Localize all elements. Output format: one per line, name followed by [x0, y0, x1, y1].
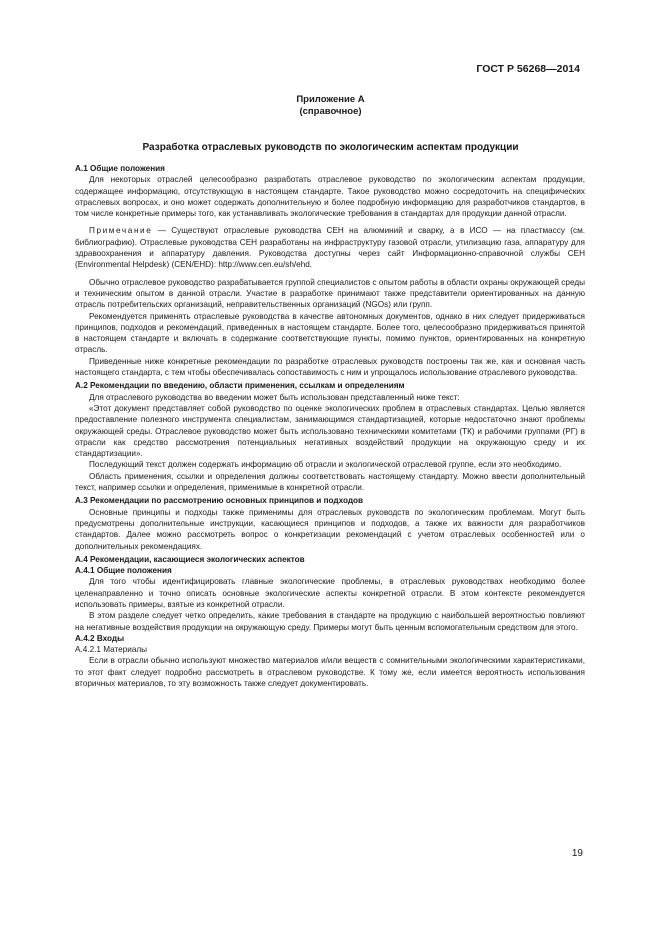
section-a2-heading: А.2 Рекомендации по введению, области применения, ссылкам и определениям: [75, 381, 405, 391]
section-a1-paragraph: Приведенные ниже конкретные рекомендации по разработке отраслевых руководств построены так же, как и основная часть настоящего стандарта, с тем чтобы обеспечивалась сопоставимость с ним и упрощалось использование отраслевого руководства.: [75, 356, 585, 378]
annex-type: (справочное): [299, 106, 362, 117]
section-a4-heading: А.4 Рекомендации, касающиеся экологических аспектов: [75, 554, 305, 564]
page-number: 19: [571, 848, 583, 859]
section-a41-heading: А.4.1 Общие положения: [75, 566, 172, 576]
standard-code: ГОСТ Р 56268—2014: [476, 63, 580, 75]
document-title: Разработка отраслевых руководств по экологическим аспектам продукции: [142, 142, 519, 153]
annex-title: Приложение А: [296, 94, 365, 105]
section-a1-paragraph: Для некоторых отраслей целесообразно разработать отраслевое руководство по экологическим аспектам продукции, содержащее информацию, отсутствующую в настоящем стандарте. Такое руководство можно сосредоточить на специфических отраслевых вопросах, и оно может содержать дополнительную и более подробную информацию для разработчиков стандартов, в том числе конкретные примеры того, как устанавливать экологические требования в стандартах для продукции данной отрасли.: [75, 175, 585, 219]
section-a42-heading: А.4.2 Входы: [75, 633, 125, 643]
section-a1-heading: А.1 Общие положения: [75, 164, 165, 173]
section-a3-heading: А.3 Рекомендации по рассмотрению основных принципов и подходов: [75, 496, 364, 506]
note-label: Примечание: [89, 226, 153, 236]
note-text: — Существуют отраслевые руководства СЕН на алюминий и сварку, а в ИСО — на пластмассу (см. библиографию). Отраслевые руководства СЕН разработаны на инфраструктуру газовой отрасли, утилизацию газа, аппаратуру для здравоохранения и аппаратуру давления. Руководства доступны через сайт Информационно-справочной службы СЕН (Environmental Helpdesk) (CEN/EHD): http://www.cen.eu/sh/ehd.: [75, 226, 585, 270]
section-a2-paragraph: Область применения, ссылки и определения должны соответствовать настоящему стандарту. Можно ввести дополнительный текст, например ссылки и определения, применимые в конкретной отрасли.: [75, 471, 585, 493]
section-a2-paragraph: Последующий текст должен содержать информацию об отрасли и экологической отраслевой группе, если это необходимо.: [89, 460, 562, 470]
section-a2-quote: «Этот документ представляет собой руководство по оценке экологических проблем в отраслевых стандартах. Целью является предоставление полезного инструмента специалистам, занимающимся стандартизацией, которые недостаточно знают проблемы окружающей среды. Отраслевое руководство может быть использовано техническими комитетами (ТК) и рабочими группами (РГ) в отрасли как средство рассмотрения потенциальных негативных воздействий продукции на окружающую среду и их стандартизации».: [75, 403, 585, 459]
section-a1-paragraph: Рекомендуется применять отраслевые руководства в качестве автономных документов, однако в них следует придерживаться принципов, подходов и рекомендаций, приведенных в настоящем стандарте. Более того, целесообразно придерживаться принятой в настоящем стандарте и включать в содержание соответствующие пункты, помимо пунктов, ориентированных на конкретную отрасль.: [75, 311, 585, 355]
section-a1-paragraph: Обычно отраслевое руководство разрабатывается группой специалистов с опытом работы в области охраны окружающей среды и техническим опытом в данной отрасли. Участие в разработке принимают также представители ориентированных на данную отрасль потребительских организаций, неправительственных организаций (NGOs) или групп.: [75, 277, 585, 310]
section-a3-paragraph: Основные принципы и подходы также применимы для отраслевых руководств по экологическим проблемам. Могут быть предусмотрены дополнительные инструкции, касающиеся принципов и подходов, а также их важности для разработчиков стандартов. Далее можно рассмотреть вопрос о конкретизации рекомендаций с учетом отраслевых особенностей или о дополнительных рекомендациях.: [75, 507, 585, 551]
note-paragraph: [75, 225, 585, 270]
document-body: [75, 163, 585, 689]
section-a41-paragraph: Для того чтобы идентифицировать главные экологические проблемы, в отраслевых руководствах необходимо более целенаправленно и точно описать основные экологические аспекты конкретной отрасли. В этом контексте рекомендуется использовать примеры, взятые из конкретной отрасли.: [75, 577, 585, 609]
section-a2-paragraph: Для отраслевого руководства во введении может быть использован представленный ниже текст:: [89, 392, 460, 402]
section-a421-heading: А.4.2.1 Материалы: [75, 645, 148, 655]
section-a41-paragraph: В этом разделе следует четко определить, какие требования в стандарте на продукцию с наибольшей вероятностью повлияют на негативные воздействия продукции на окружающую среду. Примеры могут быть ценным вспомогательным средством для этого.: [75, 611, 585, 632]
section-a421-paragraph: Если в отрасли обычно используют множество материалов и/или веществ с сомнительными экологическими характеристиками, то этот факт следует подробно рассмотреть в отраслевом руководстве. К тому же, если имеется вероятность использования вторичных материалов, то эту возможность также следует документировать.: [75, 656, 585, 689]
